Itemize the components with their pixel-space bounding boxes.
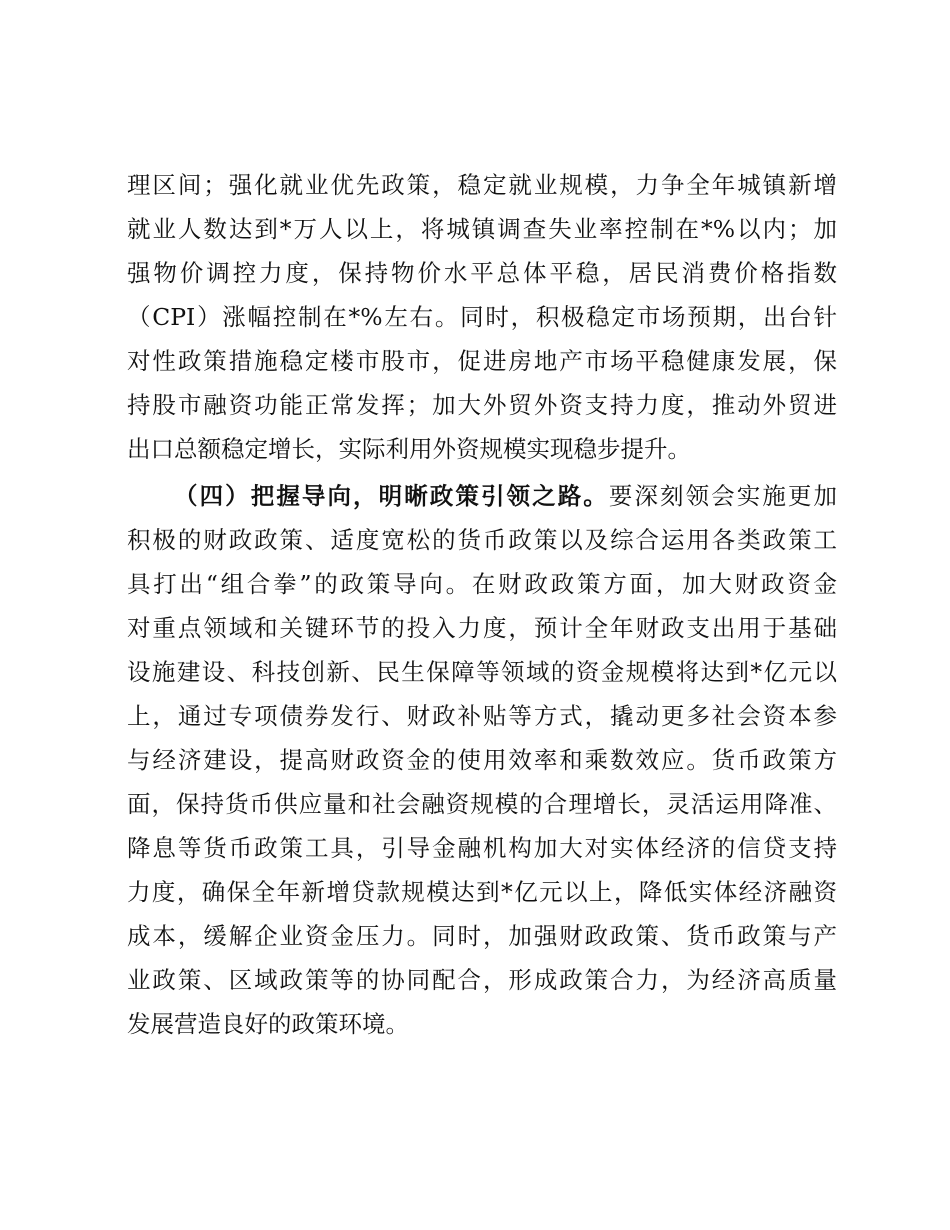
paragraph-line: 与经济建设，提高财政资金的使用效率和乘数效应。货币政策方 xyxy=(127,746,837,774)
section-heading-continuation: 要深刻领会实施更加 xyxy=(608,482,837,510)
paragraph-line: 具打出“组合拳”的政策导向。在财政政策方面，加大财政资金 xyxy=(127,570,837,598)
section-first-line xyxy=(174,474,837,518)
paragraph-line: 持股市融资功能正常发挥；加大外贸外资支持力度，推动外贸进 xyxy=(127,391,837,419)
paragraph-line: 积极的财政政策、适度宽松的货币政策以及综合运用各类政策工 xyxy=(127,526,837,554)
paragraph-line: （CPI）涨幅控制在*%左右。同时，积极稳定市场预期，出台针 xyxy=(127,303,837,331)
paragraph-line: 成本，缓解企业资金压力。同时，加强财政政策、货币政策与产 xyxy=(127,922,837,950)
paragraph-line: 对重点领域和关键环节的投入力度，预计全年财政支出用于基础 xyxy=(127,614,837,642)
paragraph-line: 设施建设、科技创新、民生保障等领域的资金规模将达到*亿元以 xyxy=(127,658,837,686)
paragraph-line: 理区间；强化就业优先政策，稳定就业规模，力争全年城镇新增 xyxy=(127,171,837,199)
paragraph-line: 强物价调控力度，保持物价水平总体平稳，居民消费价格指数 xyxy=(127,259,837,287)
paragraph-line: 上，通过专项债券发行、财政补贴等方式，撬动更多社会资本参 xyxy=(127,702,837,730)
paragraph-line: 就业人数达到*万人以上，将城镇调查失业率控制在*%以内；加 xyxy=(127,215,837,243)
paragraph-line: 降息等货币政策工具，引导金融机构加大对实体经济的信贷支持 xyxy=(127,834,837,862)
section-heading: （四）把握导向，明晰政策引领之路。 xyxy=(174,482,609,510)
paragraph-line: 业政策、区域政策等的协同配合，形成政策合力，为经济高质量 xyxy=(127,966,837,994)
paragraph-line: 面，保持货币供应量和社会融资规模的合理增长，灵活运用降准、 xyxy=(127,790,837,818)
paragraph-line: 力度，确保全年新增贷款规模达到*亿元以上，降低实体经济融资 xyxy=(127,878,837,906)
paragraph-line: 对性政策措施稳定楼市股市，促进房地产市场平稳健康发展，保 xyxy=(127,347,837,375)
paragraph-line: 出口总额稳定增长，实际利用外资规模实现稳步提升。 xyxy=(127,435,691,463)
paragraph-line: 发展营造良好的政策环境。 xyxy=(127,1010,409,1038)
